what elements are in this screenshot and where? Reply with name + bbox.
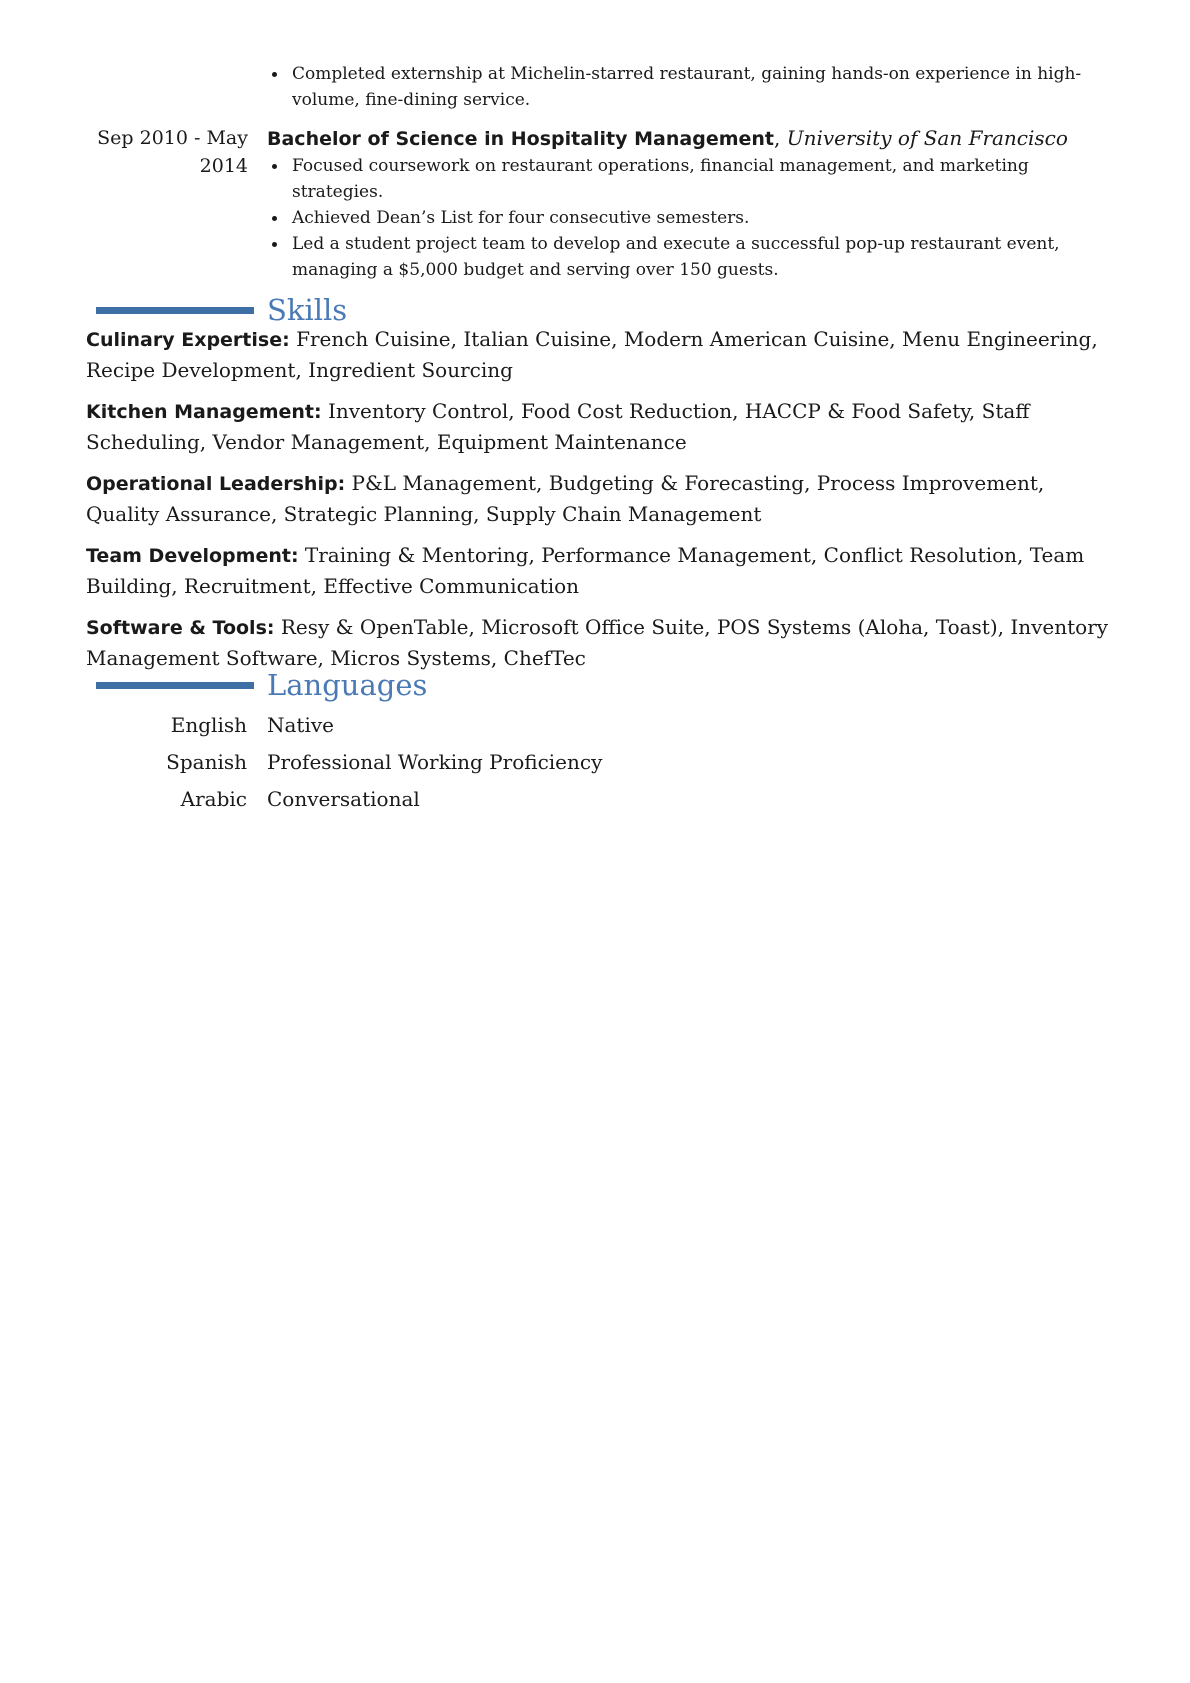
education-date bbox=[60, 124, 248, 180]
education-degree-line bbox=[267, 124, 1068, 153]
skill-label: Culinary Expertise: bbox=[86, 329, 290, 351]
degree-title: Bachelor of Science in Hospitality Management bbox=[267, 128, 774, 150]
prior-education-bullet: Completed externship at Michelin-starred restaurant, gaining hands-on experience in high-volume, fine-dining service. bbox=[267, 61, 1097, 113]
education-bullet: Led a student project team to develop and execute a successful pop-up restaurant event, managing a $5,000 budget and serving over 150 guests. bbox=[267, 231, 1097, 283]
languages-section-title: Languages bbox=[267, 668, 428, 702]
skill-label: Operational Leadership: bbox=[86, 473, 346, 495]
language-level: Professional Working Proficiency bbox=[267, 750, 603, 774]
skill-value: P&L Management, Budgeting & Forecasting, Process Improvement, Quality Assurance, Strategic Planning, Supply Chain Management bbox=[86, 471, 1045, 526]
language-name: Arabic bbox=[180, 787, 247, 811]
skill-item-software bbox=[86, 612, 1110, 673]
skill-item-team bbox=[86, 540, 1110, 601]
degree-institution: University of San Francisco bbox=[786, 126, 1068, 150]
language-level: Conversational bbox=[267, 787, 420, 811]
skills-section-bar bbox=[96, 307, 254, 314]
skills-section-title: Skills bbox=[267, 293, 348, 327]
skill-item-operational bbox=[86, 468, 1110, 529]
skill-value: French Cuisine, Italian Cuisine, Modern American Cuisine, Menu Engineering, Recipe Development, Ingredient Sourcing bbox=[86, 327, 1098, 382]
skill-item-culinary bbox=[86, 324, 1110, 385]
language-name: Spanish bbox=[166, 750, 247, 774]
language-name: English bbox=[170, 713, 247, 737]
prior-education-bullets bbox=[267, 61, 1097, 113]
education-bullet: Focused coursework on restaurant operations, financial management, and marketing strategies. bbox=[267, 153, 1097, 205]
languages-section-bar bbox=[96, 682, 254, 689]
education-date-start: Sep 2010 - May bbox=[97, 127, 248, 149]
education-date-end: 2014 bbox=[199, 155, 248, 177]
skill-label: Software & Tools: bbox=[86, 617, 275, 639]
degree-separator: , bbox=[774, 126, 787, 150]
education-bullets bbox=[267, 153, 1097, 283]
skill-value: Training & Mentoring, Performance Management, Conflict Resolution, Team Building, Recruitment, Effective Communication bbox=[86, 543, 1085, 598]
skill-value: Inventory Control, Food Cost Reduction, HACCP & Food Safety, Staff Scheduling, Vendor Management, Equipment Maintenance bbox=[86, 399, 1030, 454]
skill-label: Team Development: bbox=[86, 545, 299, 567]
skill-value: Resy & OpenTable, Microsoft Office Suite, POS Systems (Aloha, Toast), Inventory Management Software, Micros Systems, ChefTec bbox=[86, 615, 1109, 670]
skill-item-kitchen bbox=[86, 396, 1110, 457]
skill-label: Kitchen Management: bbox=[86, 401, 322, 423]
language-level: Native bbox=[267, 713, 334, 737]
education-bullet: Achieved Dean’s List for four consecutive semesters. bbox=[267, 205, 1097, 231]
